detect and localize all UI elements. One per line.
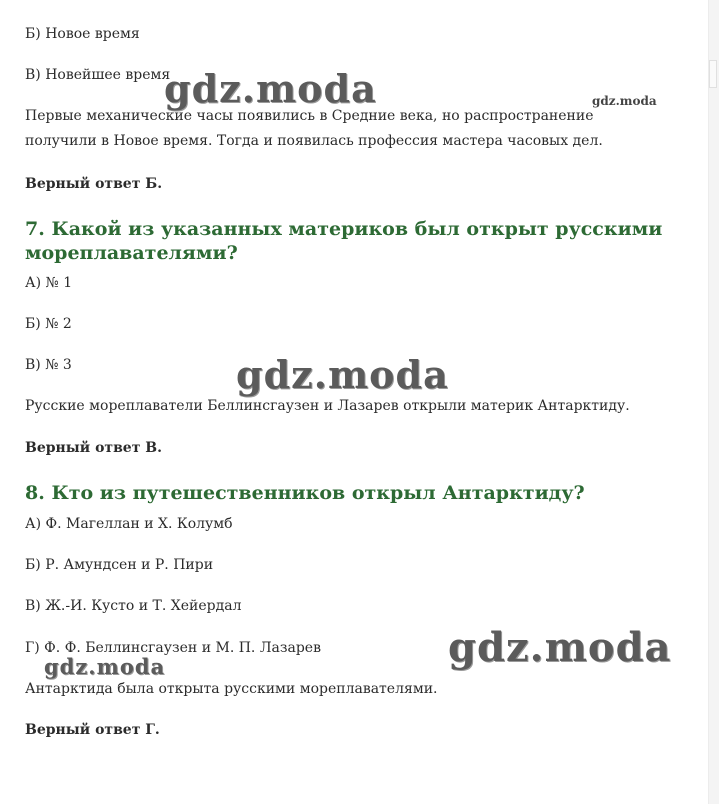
q8-option-a: А) Ф. Магеллан и Х. Колумб bbox=[25, 516, 233, 532]
q8-option-g: Г) Ф. Ф. Беллинсгаузен и М. П. Лазарев bbox=[25, 640, 321, 656]
q7-answer: Верный ответ В. bbox=[25, 440, 162, 456]
watermark: gdz.moda bbox=[44, 654, 166, 679]
q6-option-b: Б) Новое время bbox=[25, 26, 140, 42]
q7-explanation: Русские мореплаватели Беллинсгаузен и Лазарев открыли материк Антарктиду. bbox=[25, 398, 630, 414]
scrollbar[interactable] bbox=[708, 0, 719, 804]
q8-title: 8. Кто из путешественников открыл Антарктиду? bbox=[25, 482, 585, 504]
watermark: gdz.moda bbox=[448, 624, 672, 671]
q7-option-b: Б) № 2 bbox=[25, 316, 72, 332]
next-question-title-cutoff bbox=[25, 762, 455, 774]
q7-option-a: А) № 1 bbox=[25, 275, 73, 291]
watermark: gdz.moda bbox=[164, 66, 377, 111]
q8-option-b: Б) Р. Амундсен и Р. Пири bbox=[25, 557, 214, 573]
watermark-small: gdz.moda bbox=[592, 94, 657, 108]
q8-answer: Верный ответ Г. bbox=[25, 722, 160, 738]
q7-option-v: В) № 3 bbox=[25, 357, 72, 373]
q6-answer: Верный ответ Б. bbox=[25, 176, 163, 192]
q7-title: 7. Какой из указанных материков был открыт русскими мореплавателями? bbox=[25, 218, 663, 264]
q6-explanation: Первые механические часы появились в Средние века, но распространение получили в Новое время. Тогда и появилась профессия мастера часовых дел. bbox=[25, 108, 603, 149]
scrollbar-thumb[interactable] bbox=[709, 60, 717, 88]
q8-option-v: В) Ж.-И. Кусто и Т. Хейердал bbox=[25, 598, 242, 614]
watermark: gdz.moda bbox=[236, 352, 449, 397]
q6-option-v: В) Новейшее время bbox=[25, 67, 171, 83]
q8-explanation: Антарктида была открыта русскими мореплавателями. bbox=[25, 681, 438, 697]
